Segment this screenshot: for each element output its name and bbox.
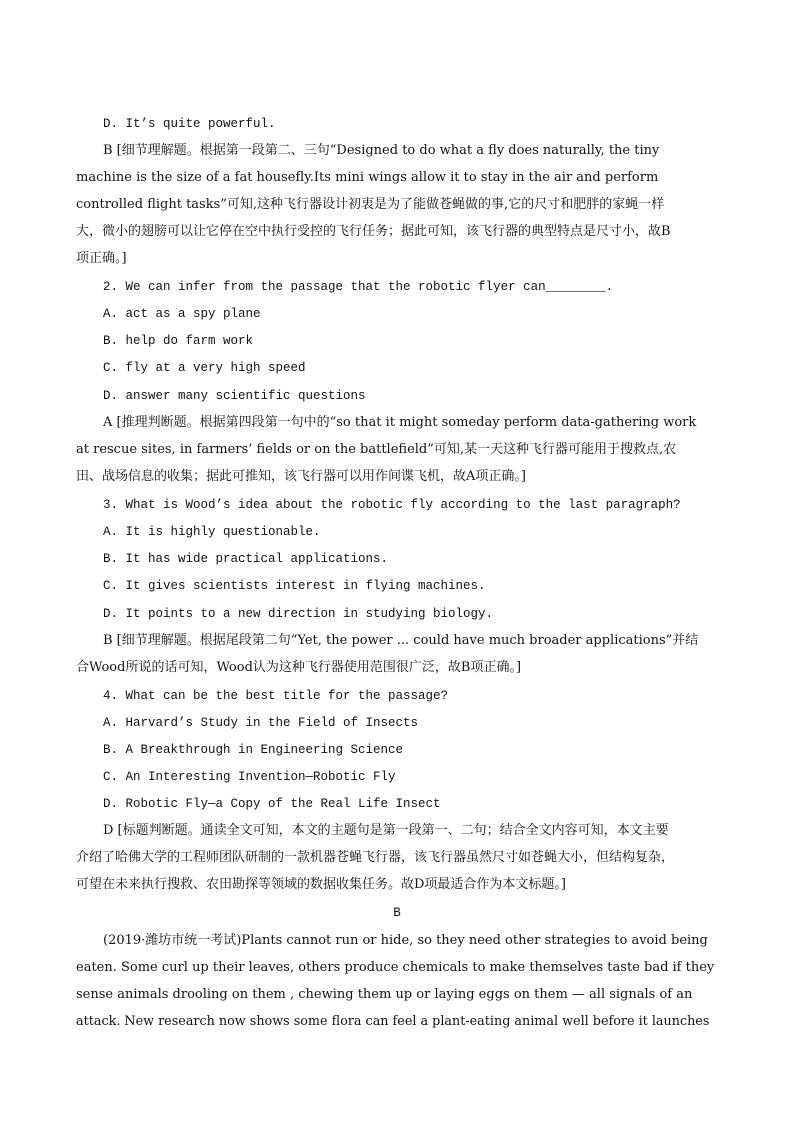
q4-option-c: C. An Interesting Invention—Robotic Fly — [103, 770, 396, 784]
q1-answer-line: 大，微小的翅膀可以让它停在空中执行受控的飞行任务；据此可知，该飞行器的典型特点是尺寸小，故B — [76, 224, 671, 239]
q3-option-c: C. It gives scientists interest in flying machines. — [103, 579, 486, 593]
q3-option-a: A. It is highly questionable. — [103, 525, 321, 539]
passage-line: attack. New research now shows some flora can feel a plant-eating animal well before it launches — [76, 1014, 710, 1029]
q4-option-b: B. A Breakthrough in Engineering Science — [103, 743, 404, 757]
q1-answer-line: 项正确。] — [76, 251, 127, 266]
q3-option-d: D. It points to a new direction in studying biology. — [103, 607, 494, 621]
q2-answer-line: at rescue sites, in farmers’ fields or on the battlefield”可知,某一天这种飞行器可能用于搜救点,农 — [76, 442, 677, 457]
q2-answer-line: 田、战场信息的收集；据此可推知，该飞行器可以用作间谍飞机，故A项正确。] — [76, 469, 526, 484]
q3-question: 3. What is Wood’s idea about the robotic fly according to the last paragraph? — [103, 498, 681, 512]
q2-question: 2. We can infer from the passage that the robotic flyer can________. — [103, 280, 614, 294]
q4-question: 4. What can be the best title for the passage? — [103, 689, 449, 703]
q1-answer-line: B [细节理解题。根据第一段第二、三句“Designed to do what a fly does naturally, the tiny — [103, 143, 660, 158]
q3-answer-line: 合Wood所说的话可知，Wood认为这种飞行器使用范围很广泛，故B项正确。] — [76, 660, 522, 675]
q4-option-a: A. Harvard’s Study in the Field of Insects — [103, 716, 419, 730]
passage-line: sense animals drooling on them , chewing them up or laying eggs on them — all signals of an — [76, 987, 693, 1002]
q4-answer-line: 介绍了哈佛大学的工程师团队研制的一款机器苍蝇飞行器，该飞行器虽然尺寸如苍蝇大小，但结构复杂， — [76, 850, 675, 865]
q4-option-d: D. Robotic Fly—a Copy of the Real Life Insect — [103, 797, 441, 811]
passage-line: (2019·潍坊市统一考试)Plants cannot run or hide, so they need other strategies to avoid being — [103, 933, 708, 948]
q2-option-d: D. answer many scientific questions — [103, 389, 366, 403]
q2-option-b: B. help do farm work — [103, 334, 254, 348]
q1-answer-line: controlled flight tasks”可知,这种飞行器设计初衷是为了能做苍蝇做的事,它的尺寸和肥胖的家蝇一样 — [76, 197, 665, 212]
q3-answer-line: B [细节理解题。根据尾段第二句“Yet, the power ... could have much broader applications”并结 — [103, 633, 699, 648]
q1-option-d: D. It’s quite powerful. — [103, 117, 276, 131]
q2-option-a: A. act as a spy plane — [103, 307, 261, 321]
q1-answer-line: machine is the size of a fat housefly.Its mini wings allow it to stay in the air and perform — [76, 170, 659, 185]
section-heading: B — [393, 906, 401, 920]
q4-answer-line: D [标题判断题。通读全文可知，本文的主题句是第一段第一、二句；结合全文内容可知，本文主要 — [103, 823, 669, 838]
q2-answer-line: A [推理判断题。根据第四段第一句中的“so that it might someday perform data-gathering work — [103, 415, 697, 430]
q3-option-b: B. It has wide practical applications. — [103, 552, 389, 566]
q2-option-c: C. fly at a very high speed — [103, 361, 306, 375]
q4-answer-line: 可望在未来执行搜救、农田勘探等领域的数据收集任务。故D项最适合作为本文标题。] — [76, 877, 566, 892]
passage-line: eaten. Some curl up their leaves, others produce chemicals to make themselves taste bad if they — [76, 960, 715, 975]
